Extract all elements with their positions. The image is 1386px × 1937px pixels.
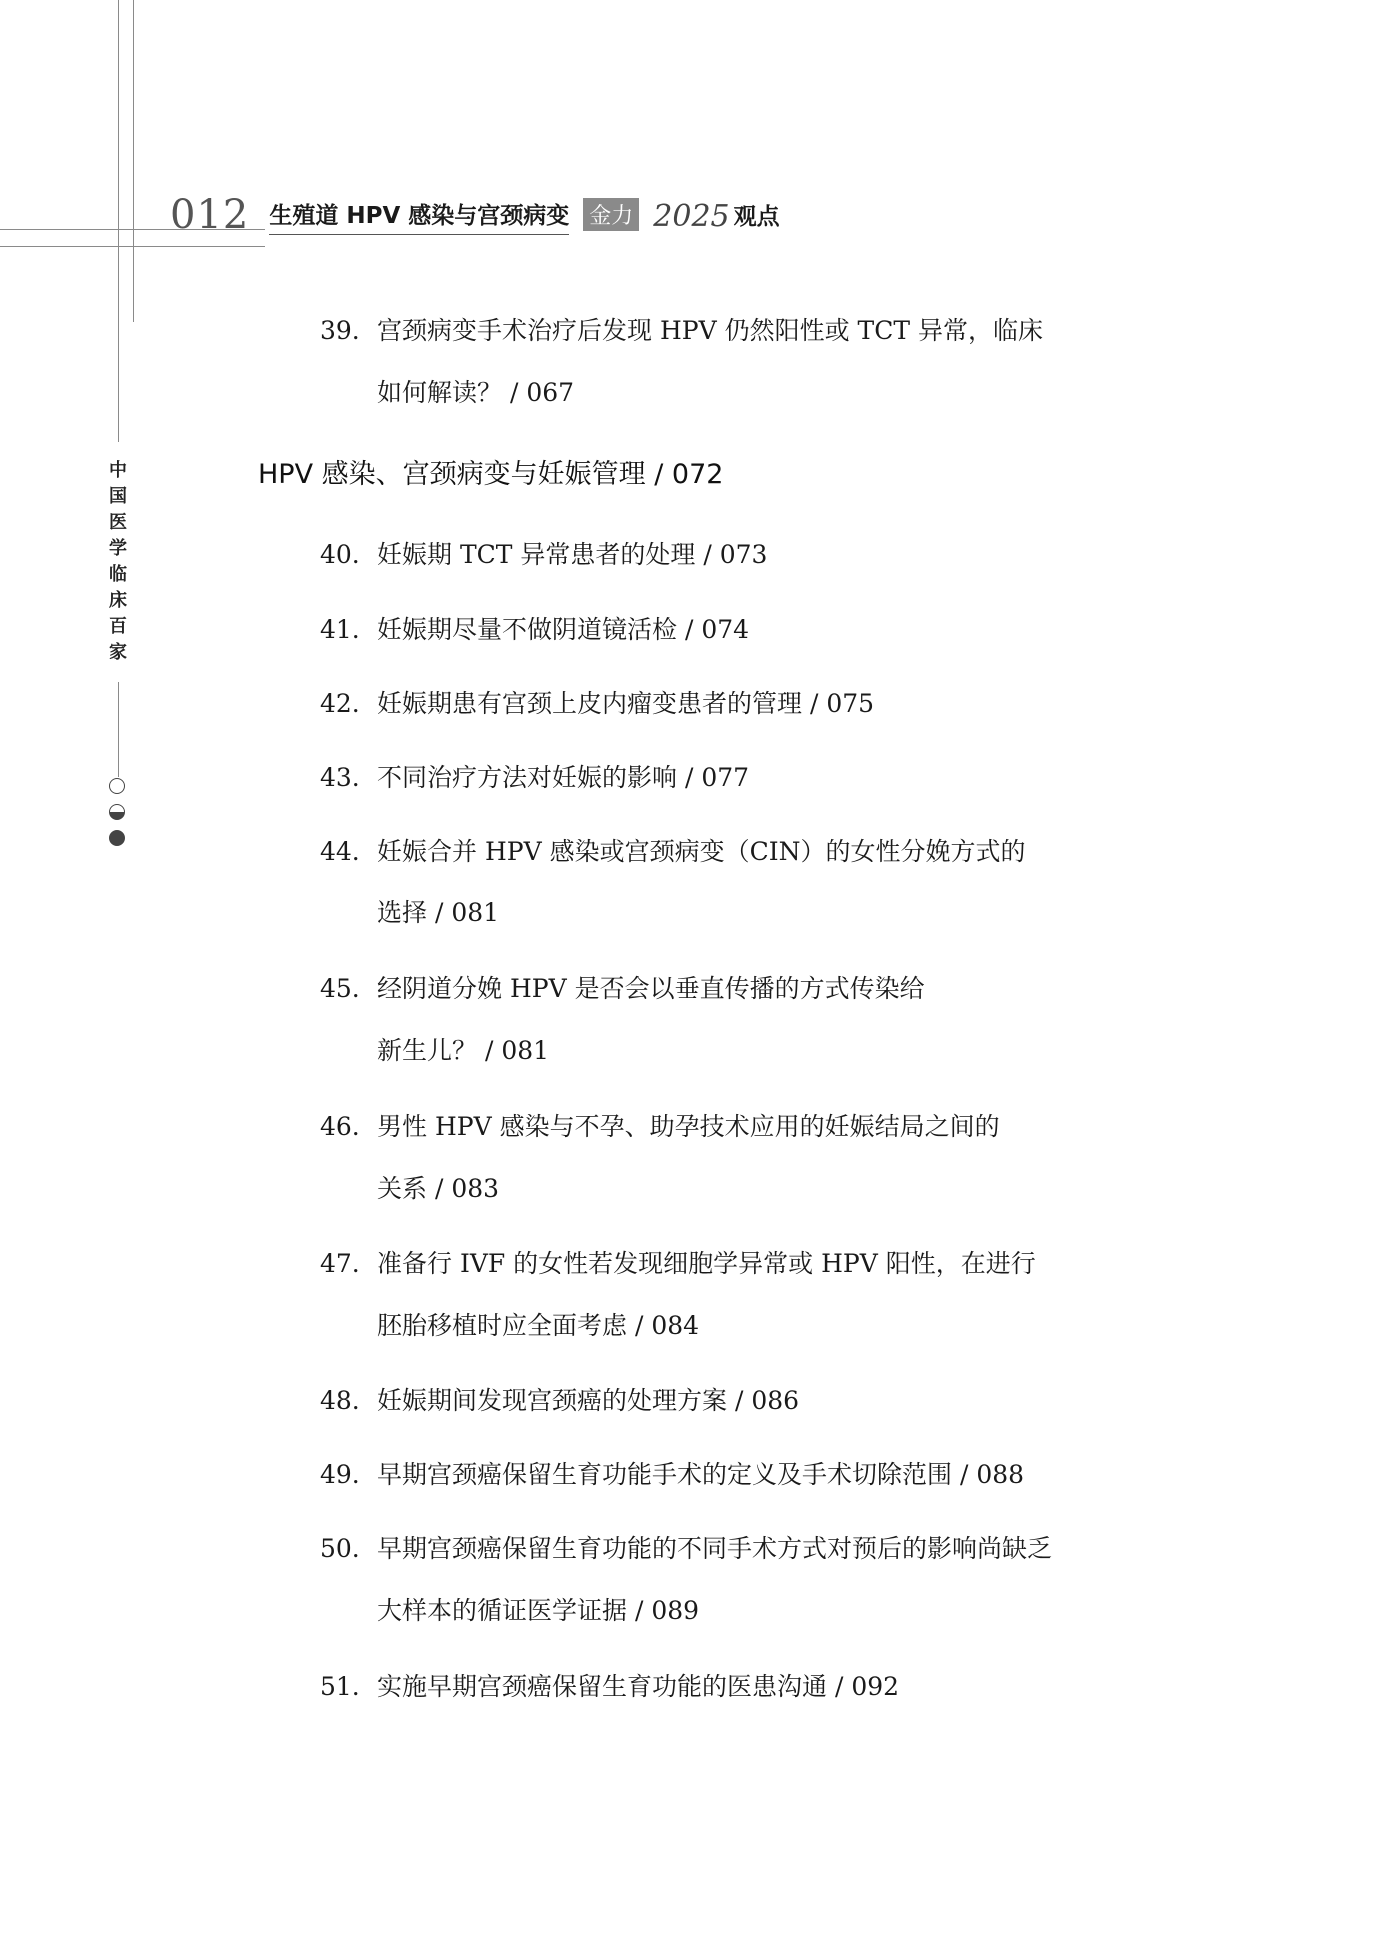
toc-item-text: 妊娠期患有宫颈上皮内瘤变患者的管理 / 075 [377,689,875,718]
toc-item-text: 妊娠期间发现宫颈癌的处理方案 / 086 [377,1386,800,1415]
toc-item-47[interactable] [320,1244,1036,1280]
toc-item-number: 39. [320,316,360,345]
side-char: 床 [109,590,127,611]
series-side-label [106,458,130,666]
toc-item-number: 46. [320,1112,360,1141]
toc-item-39-cont[interactable]: 如何解读？ / 067 [377,378,575,407]
side-char: 家 [109,642,127,663]
side-char: 医 [109,512,127,533]
toc-item-40[interactable] [320,535,767,571]
toc-item-50-cont[interactable]: 大样本的循证医学证据 / 089 [377,1596,700,1625]
toc-item-44-cont[interactable]: 选择 / 081 [377,898,500,927]
toc-item-text: 妊娠合并 HPV 感染或宫颈病变（CIN）的女性分娩方式的 [377,837,1026,866]
toc-item-49[interactable] [320,1455,1024,1491]
crop-line-vertical-2 [133,0,134,322]
side-dots-ornament [109,778,129,856]
toc-item-number: 45. [320,974,360,1003]
toc-item-number: 41. [320,615,360,644]
toc-item-50[interactable] [320,1529,1052,1565]
toc-item-46-cont[interactable]: 关系 / 083 [377,1174,500,1203]
side-char: 中 [109,460,127,481]
edition-year: 2025 [653,199,730,234]
toc-item-45-cont[interactable]: 新生儿？ / 081 [377,1036,550,1065]
toc-item-46[interactable] [320,1107,1000,1143]
toc-item-number: 49. [320,1460,360,1489]
toc-item-number: 47. [320,1249,360,1278]
toc-item-text: 早期宫颈癌保留生育功能的不同手术方式对预后的影响尚缺乏 [377,1534,1053,1563]
toc-item-43[interactable] [320,758,749,794]
toc-item-text: 准备行 IVF 的女性若发现细胞学异常或 HPV 阳性，在进行 [377,1249,1036,1278]
side-char: 国 [109,486,127,507]
toc-item-41[interactable] [320,610,749,646]
half-circle-icon [109,804,125,820]
toc-item-number: 44. [320,837,360,866]
toc-item-text: 不同治疗方法对妊娠的影响 / 077 [377,763,750,792]
page-number: 012 [170,192,250,238]
toc-item-number: 50. [320,1534,360,1563]
toc-item-44[interactable] [320,832,1025,868]
toc-item-text: 实施早期宫颈癌保留生育功能的医患沟通 / 092 [377,1672,900,1701]
toc-item-text: 早期宫颈癌保留生育功能手术的定义及手术切除范围 / 088 [377,1460,1025,1489]
toc-item-text: 宫颈病变手术治疗后发现 HPV 仍然阳性或 TCT 异常，临床 [377,316,1043,345]
side-divider-line [118,682,119,777]
toc-item-51[interactable] [320,1667,899,1703]
toc-item-text: 妊娠期尽量不做阴道镜活检 / 074 [377,615,750,644]
empty-circle-icon [109,778,125,794]
toc-item-number: 51. [320,1672,360,1701]
section-heading[interactable]: HPV 感染、宫颈病变与妊娠管理 / 072 [258,459,724,490]
toc-item-48[interactable] [320,1381,799,1417]
author-badge: 金力 [583,198,639,231]
side-char: 学 [109,538,127,559]
side-char: 百 [109,616,127,637]
toc-item-number: 42. [320,689,360,718]
page-header [170,185,780,238]
toc-item-39[interactable] [320,311,1043,347]
toc-item-number: 43. [320,763,360,792]
views-label: 观点 [733,204,780,230]
toc-item-text: 经阴道分娩 HPV 是否会以垂直传播的方式传染给 [377,974,925,1003]
filled-circle-icon [109,830,125,846]
book-title: 生殖道 HPV 感染与宫颈病变 [269,203,569,235]
side-char: 临 [109,564,127,585]
crop-line-horizontal-2 [0,246,265,247]
toc-item-47-cont[interactable]: 胚胎移植时应全面考虑 / 084 [377,1311,700,1340]
crop-line-vertical-1 [118,0,119,442]
toc-item-number: 40. [320,540,360,569]
toc-item-number: 48. [320,1386,360,1415]
toc-item-45[interactable] [320,969,925,1005]
toc-item-text: 妊娠期 TCT 异常患者的处理 / 073 [377,540,768,569]
toc-item-42[interactable] [320,684,874,720]
toc-item-text: 男性 HPV 感染与不孕、助孕技术应用的妊娠结局之间的 [377,1112,1000,1141]
